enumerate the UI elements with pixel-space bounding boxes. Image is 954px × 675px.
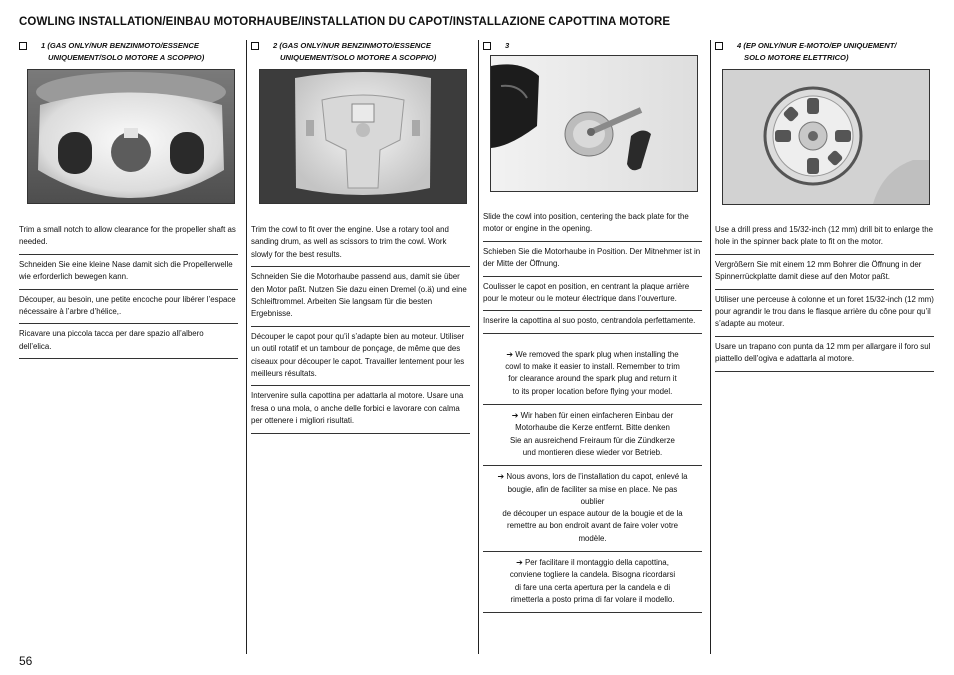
paragraph-it: Usare un trapano con punta da 12 mm per allargare il foro sul piattello dell’ogiva e adattarla al motore. — [715, 337, 934, 372]
step-1-heading: 1 (GAS ONLY/NUR BENZINMOTO/ESSENCE UNIQUEMENT/SOLO MOTORE A SCOPPIO) — [19, 40, 239, 63]
arrow-right-icon: ➔ — [511, 411, 519, 421]
step-2-text — [251, 220, 470, 434]
paragraph-it: Ricavare una piccola tacca per dare spazio all’albero dell’elica. — [19, 324, 238, 359]
paragraph-fr: Utiliser une perceuse à colonne et un foret 15/32-inch (12 mm) pour agrandir le trou dans le flasque arrière du cône pour qu’il s’adapte au moteur. — [715, 290, 934, 337]
paragraph-de: Schneiden Sie die Motorhaube passend aus, damit sie über den Motor paßt. Nutzen Sie dazu einen Dremel (o.ä) und eine Schleiftrommel. Arbeiten Sie langsam für die besten Ergebnisse. — [251, 267, 470, 327]
note-fr: ➔ Nous avons, lors de l’installation du capot, enlevé la bougie, afin de faciliter sa mise en place. Ne pas oublier de découper un espace autour de la bougie et de la remettre au bon endroit avant de faire voler votre modèle. — [483, 466, 702, 552]
paragraph-de: Schieben Sie die Motorhaube in Position. Der Mitnehmer ist in der Mitte der Öffnung. — [483, 242, 702, 277]
checkbox-icon[interactable] — [19, 42, 27, 50]
step-4-photo — [722, 69, 930, 205]
paragraph-fr: Découper, au besoin, une petite encoche pour libérer l’espace nécessaire à l’arbre d’hélice,. — [19, 290, 238, 325]
paragraph-it: Intervenire sulla capottina per adattarla al motore. Usare una fresa o una mola, o anche delle forbici e lavorare con calma per ottenere i migliori risultati. — [251, 386, 470, 433]
note-de: ➔ Wir haben für einen einfacheren Einbau der Motorhaube die Kerze entfernt. Bitte denken Sie an ausreichend Freiraum für die Zündkerze und montieren diese wieder vor Betrieb. — [483, 405, 702, 466]
column-divider — [710, 40, 711, 654]
arrow-right-icon: ➔ — [497, 472, 505, 482]
paragraph-en: Slide the cowl into position, centering the back plate for the motor or engine in the opening. — [483, 207, 702, 242]
paragraph-de: Vergrößern Sie mit einem 12 mm Bohrer die Öffnung in der Spinnerrückplatte damit diese auf den Motor paßt. — [715, 255, 934, 290]
paragraph-fr: Coulisser le capot en position, en centrant la plaque arrière pour le moteur ou le moteur électrique dans l’ouverture. — [483, 277, 702, 312]
paragraph-en: Trim the cowl to fit over the engine. Use a rotary tool and sanding drum, as well as scissors to trim the cowl. Work slowly for the best results. — [251, 220, 470, 267]
paragraph-en: Trim a small notch to allow clearance for the propeller shaft as needed. — [19, 220, 238, 255]
checkbox-icon[interactable] — [483, 42, 491, 50]
arrow-right-icon: ➔ — [516, 558, 523, 567]
step-4-heading: 4 (EP ONLY/NUR E-MOTO/EP UNIQUEMENT/ SOLO MOTORE ELETTRICO) — [715, 40, 935, 63]
checkbox-icon[interactable] — [715, 42, 723, 50]
paragraph-de: Schneiden Sie eine kleine Nase damit sich die Propellerwelle wie erforderlich bewegen kann. — [19, 255, 238, 290]
step-1-photo — [27, 69, 235, 204]
step-3-text — [483, 207, 702, 613]
checkbox-icon[interactable] — [251, 42, 259, 50]
arrow-right-icon: ➔ — [506, 349, 514, 359]
page-number: 56 — [19, 654, 33, 668]
page-title: COWLING INSTALLATION/EINBAU MOTORHAUBE/INSTALLATION DU CAPOT/INSTALLAZIONE CAPOTTINA MOTORE — [19, 16, 671, 28]
paragraph-fr: Découper le capot pour qu’il s’adapte bien au moteur. Utiliser un outil rotatif et un tambour de ponçage, de même que des ciseaux pour découper le capot. Travailler lentement pour les meilleurs résultats. — [251, 327, 470, 387]
step-2-photo — [259, 69, 467, 204]
step-1-text — [19, 220, 238, 359]
paragraph-it: Inserire la capottina al suo posto, centrandola perfettamente. — [483, 311, 702, 333]
note-en: ➔ We removed the spark plug when installing the cowl to make it easier to install. Remember to trim for clearance around the spark plug and return it to its proper location before flying your model. — [483, 344, 702, 405]
step-3-heading: 3 — [483, 40, 703, 52]
step-4-text — [715, 220, 934, 372]
note-it: ➔ Per facilitare il montaggio della capottina, conviene togliere la candela. Bisogna ricordarsi di fare una certa apertura per la candela e di rimetterla a posto prima di far volare il modello. — [483, 552, 702, 613]
step-3-photo — [490, 55, 698, 192]
column-divider — [478, 40, 479, 654]
paragraph-en: Use a drill press and 15/32-inch (12 mm) drill bit to enlarge the hole in the spinner back plate to fit on the motor. — [715, 220, 934, 255]
column-divider — [246, 40, 247, 654]
step-2-heading: 2 (GAS ONLY/NUR BENZINMOTO/ESSENCE UNIQUEMENT/SOLO MOTORE A SCOPPIO) — [251, 40, 471, 63]
